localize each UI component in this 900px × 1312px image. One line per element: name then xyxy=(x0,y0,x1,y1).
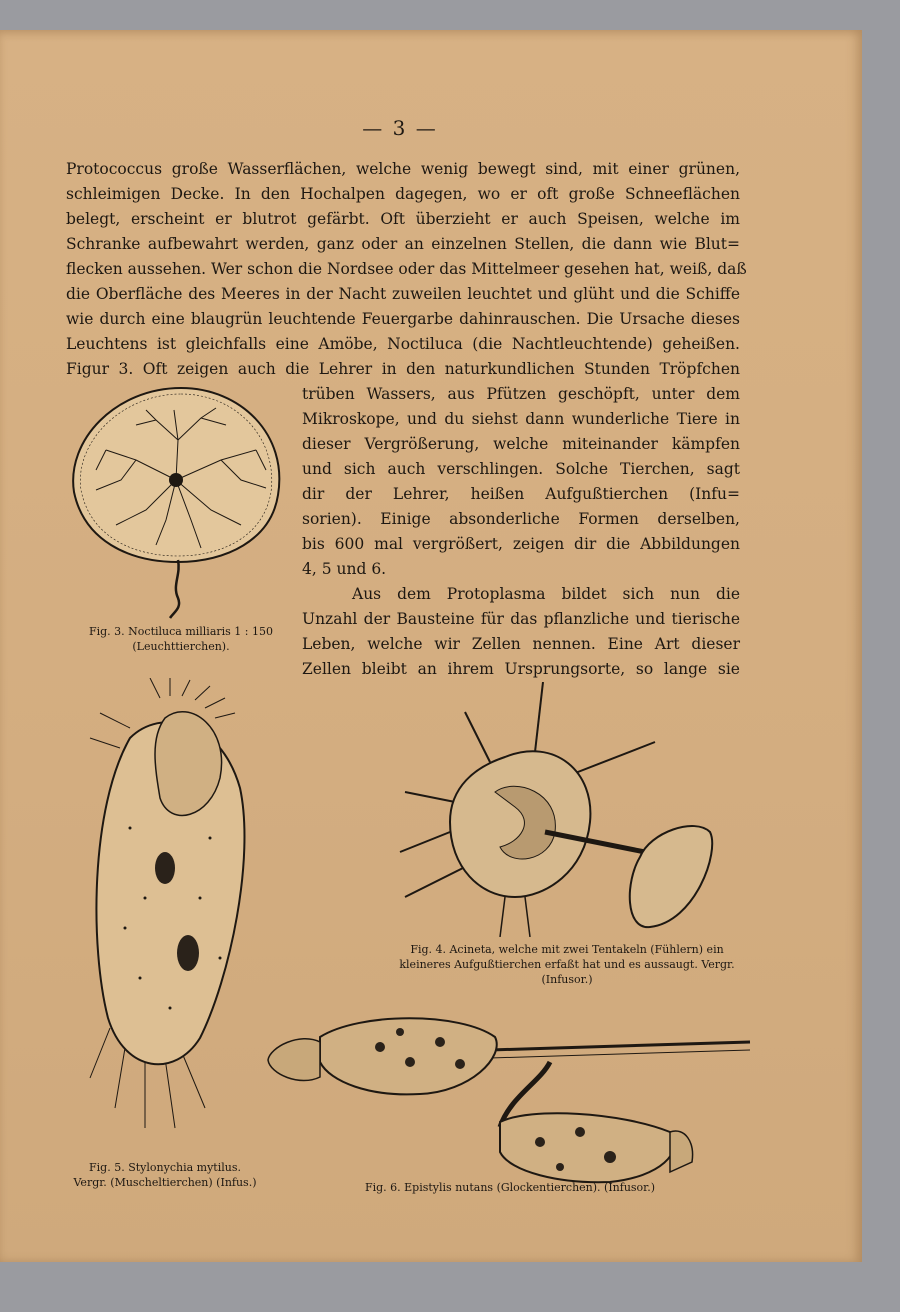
figure-caption: Fig. 3. Noctiluca milliaris 1 : 150 xyxy=(88,625,273,638)
text-line: 4, 5 und 6. xyxy=(302,560,387,578)
text-line: Zellen bleibt an ihrem Ursprungsorte, so lange sie xyxy=(302,660,740,678)
text-line: Leuchtens ist gleichfalls eine Amöbe, Noctiluca (die Nachtleuchtende) geheißen. xyxy=(66,335,740,353)
figure-caption: kleineres Aufgußtierchen erfaßt hat und es aussaugt. Vergr. xyxy=(399,958,735,971)
figure-caption: Fig. 4. Acineta, welche mit zwei Tentakeln (Fühlern) ein xyxy=(410,943,724,956)
text-line: Protococcus große Wasserflächen, welche wenig bewegt sind, mit einer grünen, xyxy=(66,160,740,178)
text-line: flecken aussehen. Wer schon die Nordsee oder das Mittelmeer gesehen hat, weiß, daß xyxy=(66,260,747,278)
acineta-illustration xyxy=(395,682,735,937)
text-line: Schranke aufbewahrt werden, ganz oder an einzelnen Stellen, die dann wie Blut= xyxy=(66,235,740,253)
text-line: Aus dem Protoplasma bildet sich nun die xyxy=(352,585,740,603)
text-line: Figur 3. Oft zeigen auch die Lehrer in den naturkundlichen Stunden Tröpfchen xyxy=(66,360,740,378)
figure-caption: Fig. 6. Epistylis nutans (Glockentierchen). (Infusor.) xyxy=(364,1181,656,1194)
epistylis-illustration xyxy=(260,1002,755,1202)
text-line: dir der Lehrer, heißen Aufgußtierchen (Infu= xyxy=(302,485,740,503)
book-page xyxy=(0,30,862,1262)
text-line: und sich auch verschlingen. Solche Tierchen, sagt xyxy=(302,460,740,478)
text-line: dieser Vergrößerung, welche miteinander kämpfen xyxy=(302,435,740,453)
text-line: schleimigen Decke. In den Hochalpen dagegen, wo er oft große Schneeflächen xyxy=(66,185,740,203)
text-line: Mikroskope, und du siehst dann wunderliche Tiere in xyxy=(302,410,740,428)
text-line: bis 600 mal vergrößert, zeigen dir die Abbildungen xyxy=(302,535,740,553)
text-line: sorien). Einige absonderliche Formen derselben, xyxy=(302,510,740,528)
text-line: Unzahl der Bausteine für das pflanzliche und tierische xyxy=(302,610,740,628)
figure-caption: (Infusor.) xyxy=(541,973,593,986)
figure-caption: (Leuchttierchen). xyxy=(132,640,230,653)
stylonychia-illustration xyxy=(70,678,270,1148)
text-line: wie durch eine blaugrün leuchtende Feuergarbe dahinrauschen. Die Ursache dieses xyxy=(66,310,740,328)
text-line: belegt, erscheint er blutrot gefärbt. Oft überzieht er auch Speisen, welche im xyxy=(66,210,740,228)
figure-caption: Vergr. (Muscheltierchen) (Infus.) xyxy=(73,1176,257,1189)
page-number: — 3 — xyxy=(362,116,438,140)
text-line: Leben, welche wir Zellen nennen. Eine Art dieser xyxy=(302,635,740,653)
text-line: die Oberfläche des Meeres in der Nacht zuweilen leuchtet und glüht und die Schiffe xyxy=(66,285,740,303)
noctiluca-illustration xyxy=(66,380,296,620)
figure-caption: Fig. 5. Stylonychia mytilus. xyxy=(89,1161,241,1174)
text-line: trüben Wassers, aus Pfützen geschöpft, unter dem xyxy=(302,385,740,403)
